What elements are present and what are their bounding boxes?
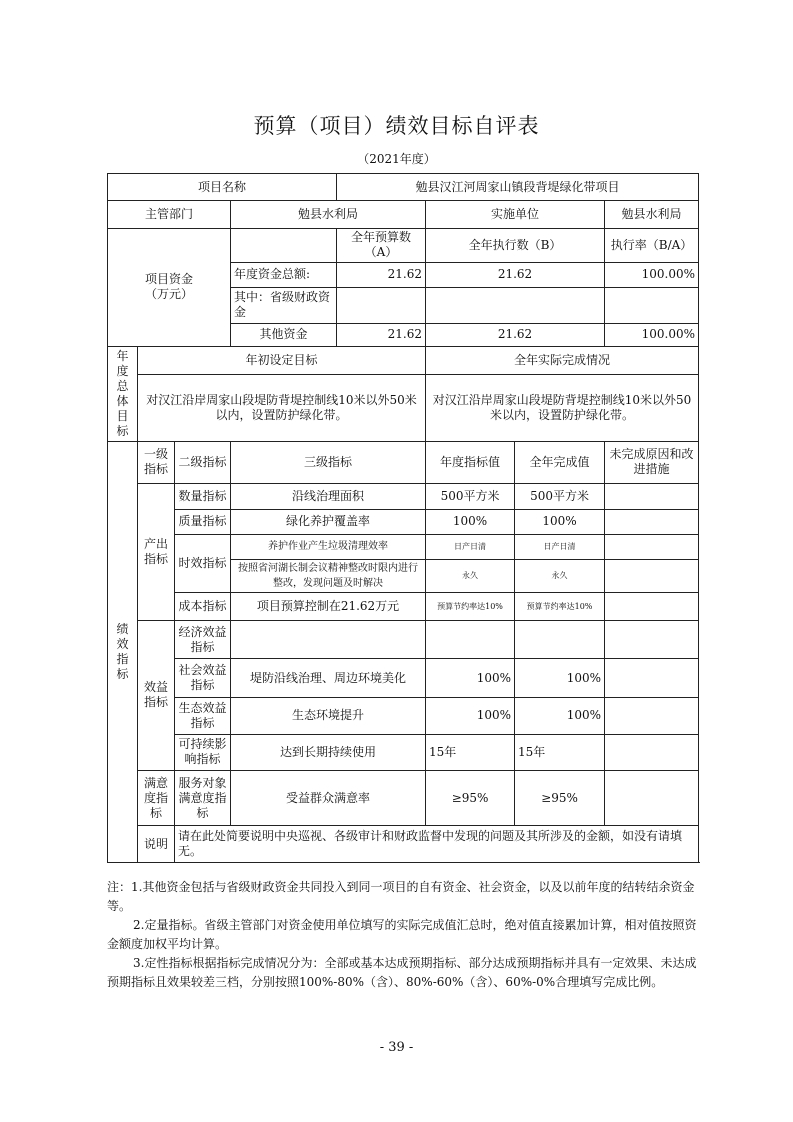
evaluation-table xyxy=(107,173,699,863)
cost-l2: 成本指标 xyxy=(175,593,231,620)
qty-l2: 数量指标 xyxy=(175,484,231,509)
cost-target: 预算节约率达10% xyxy=(426,593,515,620)
note-3: 3.定性指标根据指标完成情况分为：全部或基本达成预期指标、部分达成预期指标并具有一定效果、未达成预期指标且效果较差三档，分别按照100%-80%（含）、80%-60%（含）、60%-0%合理填写完成比例。 xyxy=(107,956,697,989)
other-exec: 21.62 xyxy=(426,323,605,346)
eco-l2: 生态效益指标 xyxy=(175,698,231,735)
actual-text: 对汉江沿岸周家山段堤防背堤控制线10米以外50米以内，设置防护绿化带。 xyxy=(426,374,699,441)
time1-reason xyxy=(605,535,699,559)
time1-target: 日产日清 xyxy=(426,535,515,559)
output-label: 产出指标 xyxy=(138,484,175,620)
fiscal-year: （2021年度） xyxy=(357,152,436,166)
total-budget: 21.62 xyxy=(337,262,426,287)
prov-budget xyxy=(337,287,426,323)
time2-done: 永久 xyxy=(515,559,605,593)
h-level3: 三级指标 xyxy=(231,441,426,484)
serv-l3: 受益群众满意率 xyxy=(231,771,426,826)
eco-done: 100% xyxy=(515,698,605,735)
social-l2: 社会效益指标 xyxy=(175,659,231,698)
qual-target: 100% xyxy=(426,509,515,534)
econ-l2: 经济效益指标 xyxy=(175,620,231,659)
h-done: 全年完成值 xyxy=(515,441,605,484)
sust-target: 15年 xyxy=(426,734,515,771)
econ-reason xyxy=(605,620,699,659)
social-l3: 堤防沿线治理、周边环境美化 xyxy=(231,659,426,698)
social-done: 100% xyxy=(515,659,605,698)
qty-l3: 沿线治理面积 xyxy=(231,484,426,509)
qual-done: 100% xyxy=(515,509,605,534)
serv-done: ≥95% xyxy=(515,771,605,826)
h-reason: 未完成原因和改进措施 xyxy=(605,441,699,484)
page-number: - 39 - xyxy=(379,1040,414,1055)
col-rate: 执行率（B/A） xyxy=(605,228,699,262)
project-name: 勉县汉江河周家山镇段背堤绿化带项目 xyxy=(337,174,699,201)
eco-reason xyxy=(605,698,699,735)
social-reason xyxy=(605,659,699,698)
overall-goal-label: 年度总体目标 xyxy=(108,346,138,441)
time1-done: 日产日清 xyxy=(515,535,605,559)
effect-label: 效益指标 xyxy=(138,620,175,771)
cost-l3: 项目预算控制在21.62万元 xyxy=(231,593,426,620)
remark-label: 说明 xyxy=(138,826,175,863)
satis-label: 满意度指标 xyxy=(138,771,175,826)
other-label: 其他资金 xyxy=(231,323,337,346)
col-budget: 全年预算数（A） xyxy=(337,228,426,262)
sust-l3: 达到长期持续使用 xyxy=(231,734,426,771)
sust-reason xyxy=(605,734,699,771)
dept-label: 主管部门 xyxy=(108,201,231,228)
qual-l2: 质量指标 xyxy=(175,509,231,534)
goal-text: 对汉江沿岸周家山段堤防背堤控制线10米以外50米以内，设置防护绿化带。 xyxy=(138,374,426,441)
page-title: 预算（项目）绩效目标自评表 xyxy=(253,114,540,138)
impl-label: 实施单位 xyxy=(426,201,605,228)
dept-value: 勉县水利局 xyxy=(231,201,426,228)
prov-rate xyxy=(605,287,699,323)
sust-l2: 可持续影响指标 xyxy=(175,734,231,771)
qty-reason xyxy=(605,484,699,509)
qty-target: 500平方米 xyxy=(426,484,515,509)
econ-target xyxy=(426,620,515,659)
cost-done: 预算节约率达10% xyxy=(515,593,605,620)
funds-blank xyxy=(231,228,337,262)
remark-text: 请在此处简要说明中央巡视、各级审计和财政监督中发现的问题及其所涉及的金额，如没有请填无。 xyxy=(175,826,699,863)
econ-done xyxy=(515,620,605,659)
time-l2: 时效指标 xyxy=(175,535,231,593)
serv-l2: 服务对象满意度指标 xyxy=(175,771,231,826)
total-label: 年度资金总额: xyxy=(231,262,337,287)
goal-header: 年初设定目标 xyxy=(138,346,426,374)
note-1: 注：1.其他资金包括与省级财政资金共同投入到同一项目的自有资金、社会资金，以及以前年度的结转结余资金等。 xyxy=(107,880,695,913)
impl-value: 勉县水利局 xyxy=(605,201,699,228)
col-exec: 全年执行数（B） xyxy=(426,228,605,262)
prov-exec xyxy=(426,287,605,323)
total-rate: 100.00% xyxy=(605,262,699,287)
other-rate: 100.00% xyxy=(605,323,699,346)
social-target: 100% xyxy=(426,659,515,698)
footnotes xyxy=(107,878,699,992)
h-level1: 一级指标 xyxy=(138,441,175,484)
serv-target: ≥95% xyxy=(426,771,515,826)
note-2: 2.定量指标。省级主管部门对资金使用单位填写的实际完成值汇总时，绝对值直接累加计算，相对值按照资金额度加权平均计算。 xyxy=(107,918,697,951)
qty-done: 500平方米 xyxy=(515,484,605,509)
perf-label: 绩效指标 xyxy=(108,441,138,862)
time2-target: 永久 xyxy=(426,559,515,593)
funds-label: 项目资金 （万元） xyxy=(108,228,231,346)
eco-l3: 生态环境提升 xyxy=(231,698,426,735)
prov-label: 其中：省级财政资金 xyxy=(231,287,337,323)
eco-target: 100% xyxy=(426,698,515,735)
qual-reason xyxy=(605,509,699,534)
time2-reason xyxy=(605,559,699,593)
time2-l3: 按照省河湖长制会议精神整改时限内进行整改，发现问题及时解决 xyxy=(231,559,426,593)
total-exec: 21.62 xyxy=(426,262,605,287)
sust-done: 15年 xyxy=(515,734,605,771)
serv-reason xyxy=(605,771,699,826)
cost-reason xyxy=(605,593,699,620)
actual-header: 全年实际完成情况 xyxy=(426,346,699,374)
qual-l3: 绿化养护覆盖率 xyxy=(231,509,426,534)
other-budget: 21.62 xyxy=(337,323,426,346)
econ-l3 xyxy=(231,620,426,659)
h-level2: 二级指标 xyxy=(175,441,231,484)
h-target: 年度指标值 xyxy=(426,441,515,484)
project-name-label: 项目名称 xyxy=(108,174,337,201)
time1-l3: 养护作业产生垃圾清理效率 xyxy=(231,535,426,559)
